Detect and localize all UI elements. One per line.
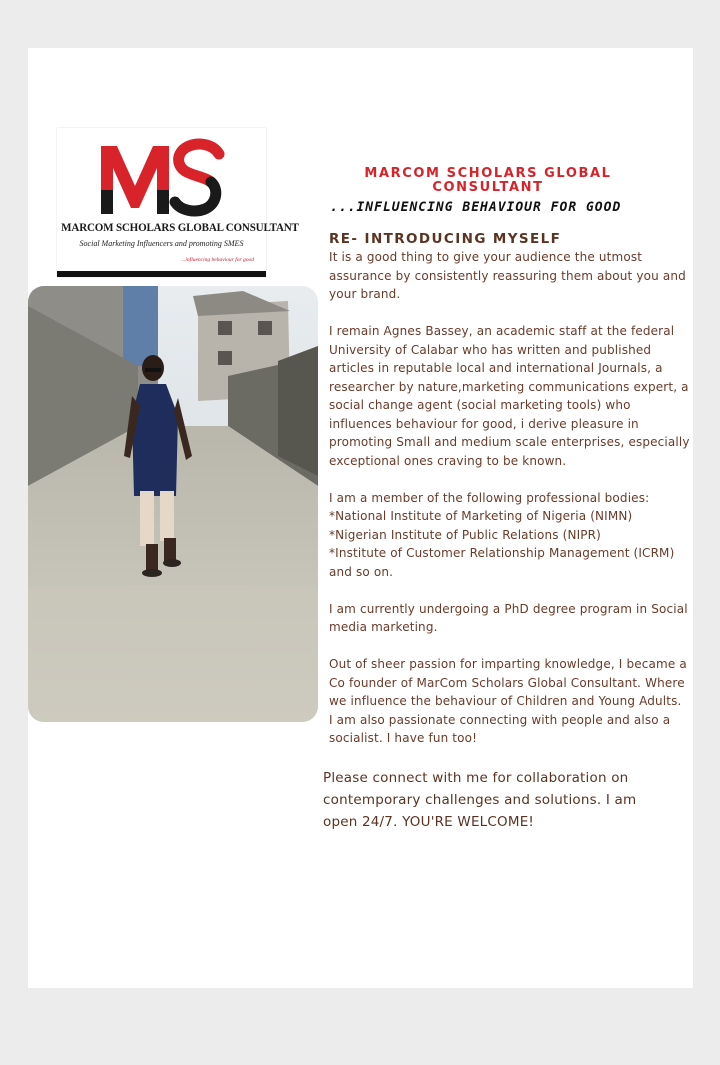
bio-line: media marketing. [329,620,438,634]
logo-tagline: ...influencing behaviour for good [181,257,254,263]
bio-body [329,248,695,748]
closing-line: Please connect with me for collaboration on [323,770,629,786]
bio-line: and so on. [329,564,394,579]
bio-line: Co founder of MarCom Scholars Global Consultant. Where [329,675,685,690]
bio-line: promoting Small and medium scale enterprises, especially [329,435,690,449]
closing-line: contemporary challenges and solutions. I am [323,792,637,808]
bio-line: influences behaviour for good, i derive pleasure in [329,416,639,431]
bio-line: I am currently undergoing a PhD degree program in Social [329,601,688,616]
bio-paragraph [329,248,695,304]
logo-subtitle: Social Marketing Influencers and promoting SMES [79,239,244,248]
bio-line: *Nigerian Institute of Public Relations (NIPR) [329,527,601,542]
bio-line: socialist. I have fun too! [329,731,478,745]
bio-line: exceptional ones craving to be known. [329,453,567,468]
brand-slogan: ...INFLUENCING BEHAVIOUR FOR GOOD [330,200,622,215]
bio-line: *Institute of Customer Relationship Management (ICRM) [329,546,675,560]
bio-line: I am a member of the following professional bodies: [329,490,650,505]
brand-title [330,167,646,195]
ms-monogram-icon [95,134,225,220]
logo-company-name: MARCOM SCHOLARS GLOBAL CONSULTANT [61,222,299,234]
street-photo-image [28,286,318,722]
company-logo [57,128,299,277]
logo-divider [57,271,266,277]
bio-line: Out of sheer passion for imparting knowledge, I became a [329,657,687,671]
bio-line: articles in reputable local and international Journals, a [329,361,663,375]
bio-line: we influence the behaviour of Children and Young Adults. [329,694,682,708]
bio-line: assurance by consistently reassuring them about you and [329,268,686,283]
bio-paragraph [329,600,695,637]
brand-title-line-1: MARCOM SCHOLARS GLOBAL [364,166,612,181]
brand-title-line-2: CONSULTANT [432,180,544,195]
bio-line: researcher by nature,marketing communications expert, a [329,379,689,394]
section-heading: RE- INTRODUCING MYSELF [329,231,562,247]
closing-line: open 24/7. YOU'RE WELCOME! [323,814,535,830]
bio-line: your brand. [329,287,401,301]
bio-line: I am also passionate connecting with people and also a [329,712,671,727]
bio-line: It is a good thing to give your audience the utmost [329,250,643,264]
bio-paragraph [329,655,695,748]
bio-line: I remain Agnes Bassey, an academic staff at the federal [329,324,675,338]
bio-line: University of Calabar who has written and published [329,342,652,357]
closing-message [323,767,663,833]
bio-line: social change agent (social marketing tools) who [329,398,631,412]
bio-line: *National Institute of Marketing of Nigeria (NIMN) [329,509,633,523]
bio-paragraph [329,322,695,470]
profile-photo [28,286,318,722]
bio-paragraph [329,489,695,582]
